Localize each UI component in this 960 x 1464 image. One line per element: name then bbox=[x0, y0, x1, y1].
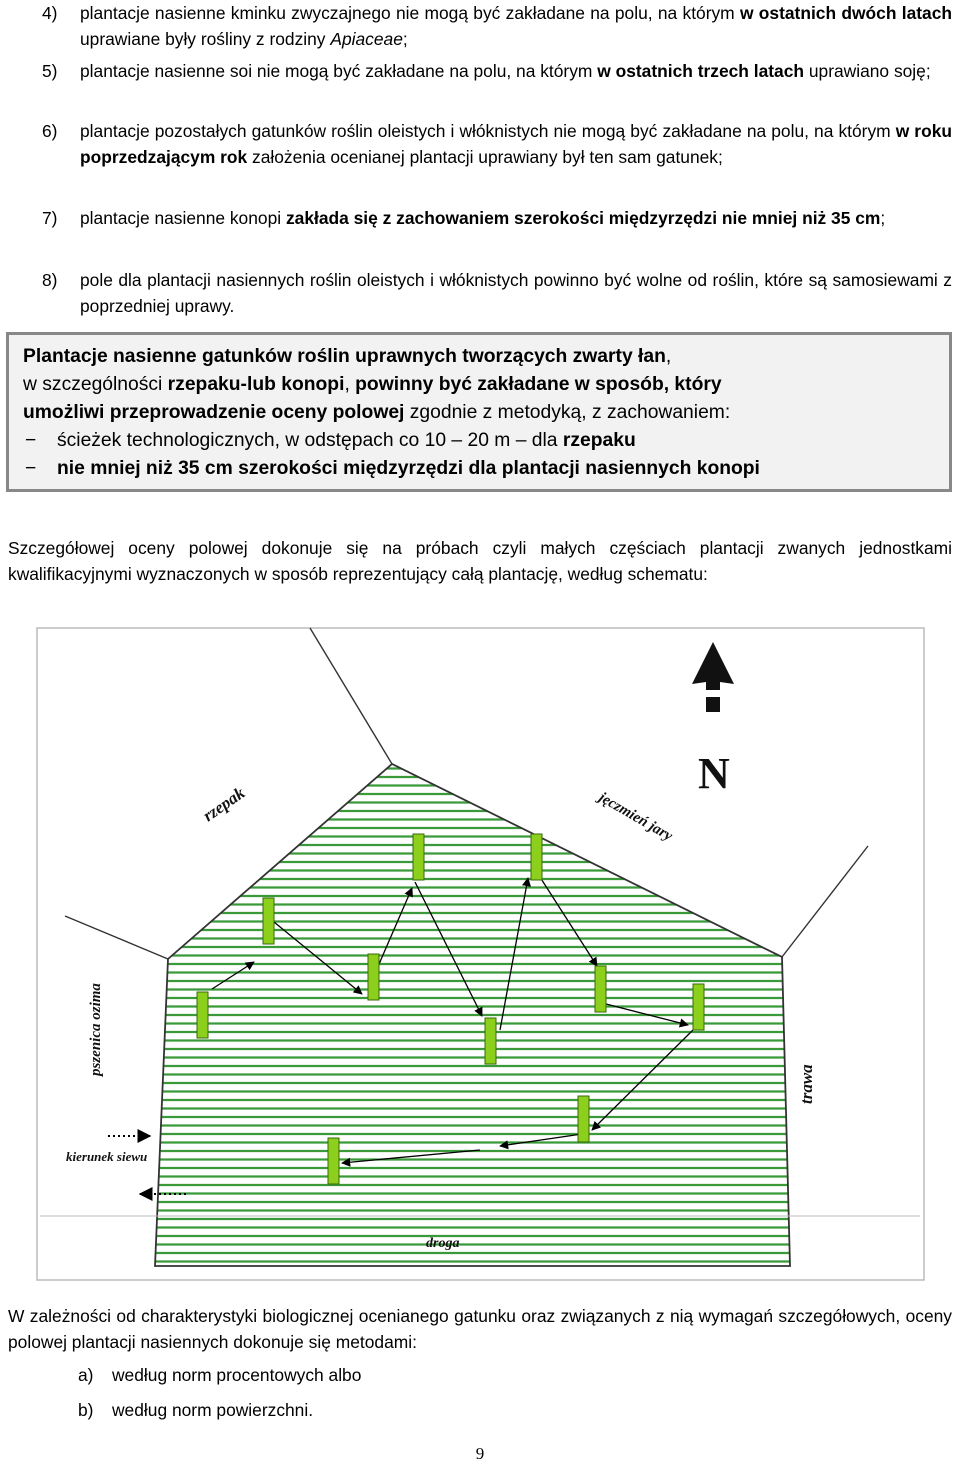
diagram-frame bbox=[37, 628, 924, 1280]
unit-rect bbox=[595, 966, 606, 1012]
box-bullet-2: − nie mniej niż 35 cm szerokości międzyrzędzi dla plantacji nasiennych konopi bbox=[23, 455, 935, 483]
box-line-1: Plantacje nasienne gatunków roślin uprawnych tworzących zwarty łan, bbox=[23, 346, 672, 367]
label-droga: droga bbox=[426, 1236, 460, 1251]
box-line-3: umożliwi przeprowadzenie oceny polowej zgodnie z metodyką, z zachowaniem: bbox=[23, 402, 731, 423]
method-b: b) według norm powierzchni. bbox=[78, 1400, 314, 1420]
page-number: 9 bbox=[475, 1444, 485, 1463]
unit-rect bbox=[693, 984, 704, 1030]
dash-bullet: − bbox=[25, 458, 37, 479]
list-text: plantacje pozostałych gatunków roślin oleistych i włóknistych nie mogą być zakładane na polu, na którym w roku poprzedzającym rok założenia ocenianej plantacji uprawiany był ten sam gatunek; bbox=[80, 121, 952, 167]
label-pszenica: pszenica ozima bbox=[88, 983, 104, 1076]
paragraph-methods: W zależności od charakterystyki biologicznej ocenianego gatunku oraz związanych z nią wymagań szczegółowych, oceny polowej plantacji nasiennych dokonuje się metodami: bbox=[8, 1306, 952, 1352]
list-text: plantacje nasienne kminku zwyczajnego nie mogą być zakładane na polu, na którym w ostatnich dwóch latach uprawiane były rośliny z rodziny Apiaceae; bbox=[80, 3, 952, 49]
list-number: 6) bbox=[42, 121, 58, 141]
method-a: a) według norm procentowych albo bbox=[78, 1365, 362, 1385]
label-trawa: trawa bbox=[797, 1064, 816, 1104]
box-bullet-1: − ścieżek technologicznych, w odstępach co 10 – 20 m – dla rzepaku bbox=[23, 427, 935, 455]
highlight-box bbox=[6, 332, 952, 492]
north-label: N bbox=[698, 749, 730, 798]
list-number: 4) bbox=[42, 3, 58, 23]
list-text: plantacje nasienne soi nie mogą być zakładane na polu, na którym w ostatnich trzech latach uprawiano soję; bbox=[80, 61, 931, 81]
unit-rect bbox=[578, 1096, 589, 1142]
list-number: 8) bbox=[42, 270, 58, 290]
list-item-5 bbox=[42, 58, 952, 84]
unit-rect bbox=[197, 992, 208, 1038]
unit-rect bbox=[531, 834, 542, 880]
list-item-8 bbox=[42, 267, 952, 319]
list-item-7 bbox=[42, 205, 952, 231]
list-number: 7) bbox=[42, 208, 58, 228]
label-rzepak: rzepak bbox=[199, 783, 249, 826]
unit-rect bbox=[368, 954, 379, 1000]
list-number: 5) bbox=[42, 61, 58, 81]
list-item-4 bbox=[42, 0, 952, 52]
box-line-2: w szczególności rzepaku-lub konopi, powinny być zakładane w sposób, który bbox=[23, 374, 722, 395]
list-item-6 bbox=[42, 118, 952, 170]
field-diagram bbox=[0, 620, 960, 1290]
label-kierunek: kierunek siewu bbox=[66, 1149, 148, 1164]
unit-rect bbox=[485, 1018, 496, 1064]
list-text: plantacje nasienne konopi zakłada się z zachowaniem szerokości międzyrzędzi nie mniej niż 35 cm; bbox=[80, 208, 886, 228]
unit-rect bbox=[263, 898, 274, 944]
label-jeczmien: jęczmień jary bbox=[596, 789, 676, 845]
dash-bullet: − bbox=[25, 430, 37, 451]
paragraph-sampling: Szczegółowej oceny polowej dokonuje się na próbach czyli małych częściach plantacji zwanych jednostkami kwalifikacyjnymi wyznaczonych w sposób reprezentujący całą plantację, według schematu: bbox=[8, 538, 952, 584]
unit-rect bbox=[413, 834, 424, 880]
unit-rect bbox=[328, 1138, 339, 1184]
list-text: pole dla plantacji nasiennych roślin oleistych i włóknistych powinno być wolne od roślin, które są samosiewami z poprzedniej uprawy. bbox=[80, 270, 952, 316]
